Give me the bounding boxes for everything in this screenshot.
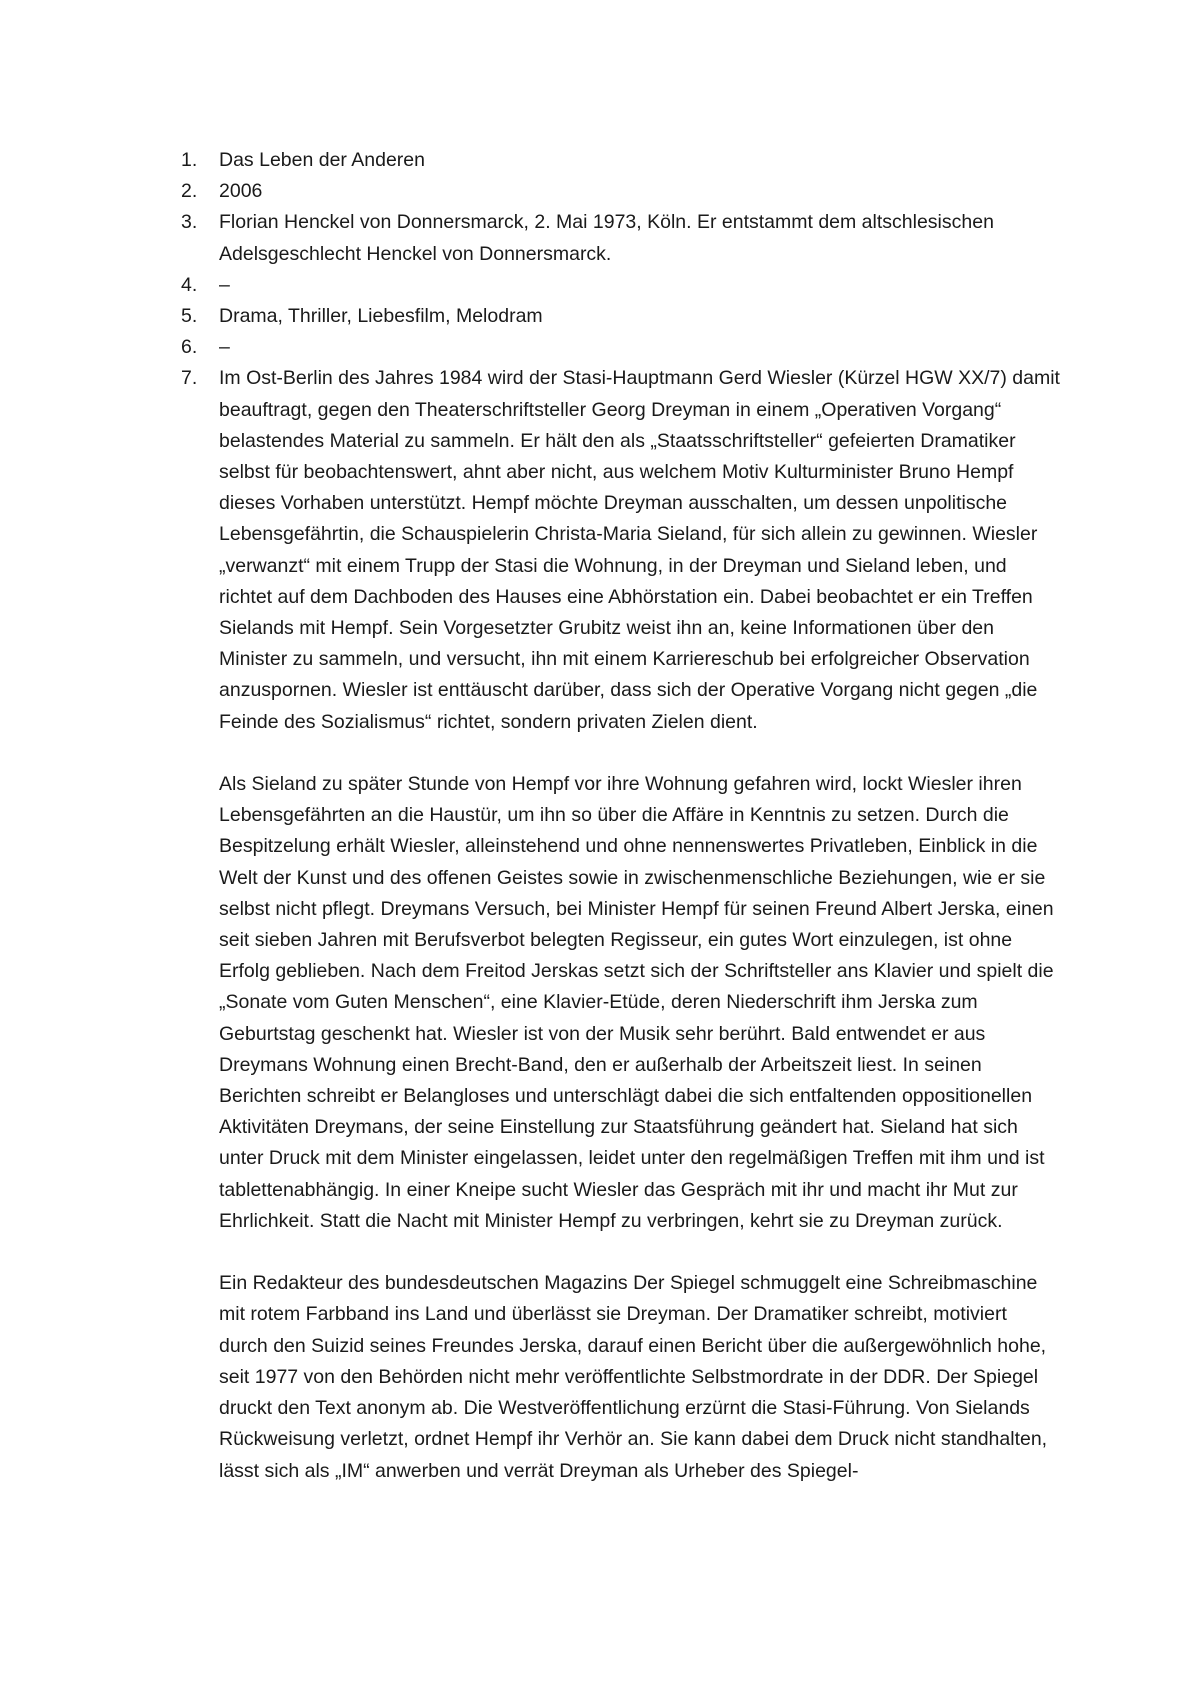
list-item-title: [181, 145, 1061, 176]
list-number: 1.: [181, 149, 198, 171]
list-item-text: 2006: [219, 180, 263, 203]
list-item-6: [181, 332, 1061, 363]
plot-paragraph: Im Ost-Berlin des Jahres 1984 wird der Stasi-Hauptmann Gerd Wiesler (Kürzel HGW XX/7) damit beauftragt, gegen den Theaterschriftsteller Georg Dreyman in einem „Operativen Vorgang“ belastendes Material zu sammeln. Er hält den als „Staatsschriftsteller“ gefeierten Dramatiker selbst für beobachtenswert, ahnt aber nicht, aus welchem Motiv Kulturminister Bruno Hempf dieses Vorhaben unterstützt. Hempf möchte Dreyman ausschalten, um dessen unpolitische Lebensgefährtin, die Schauspielerin Christa-Maria Sieland, für sich allein zu gewinnen. Wiesler „verwanzt“ mit einem Trupp der Stasi die Wohnung, in der Dreyman und Sieland leben, und richtet auf dem Dachboden des Hauses eine Abhörstation ein. Dabei beobachtet er ein Treffen Sielands mit Hempf. Sein Vorgesetzter Grubitz weist ihn an, keine Informationen über den Minister zu sammeln, und versucht, ihn mit einem Karriereschub bei erfolgreicher Observation anzuspornen. Wiesler ist enttäuscht darüber, dass sich der Operative Vorgang nicht gegen „die Feinde des Sozialismus“ richtet, sondern privaten Zielen dient.: [219, 367, 1060, 733]
list-item-4: [181, 270, 1061, 301]
list-number: 2.: [181, 180, 198, 203]
list-item-text: Drama, Thriller, Liebesfilm, Melodram: [219, 305, 543, 328]
list-item-text: –: [219, 273, 230, 296]
list-number: 3.: [181, 211, 198, 234]
list-item-plot: [181, 363, 1061, 1486]
plot-summary: [219, 363, 1061, 1486]
list-number: 6.: [181, 336, 198, 359]
list-item-text: Florian Henckel von Donnersmarck, 2. Mai 1973, Köln. Er entstammt dem altschlesischen Adelsgeschlecht Henckel von Donnersmarck.: [219, 211, 994, 265]
list-item-text: –: [219, 336, 230, 359]
list-item-text: Das Leben der Anderen: [219, 149, 425, 171]
plot-paragraph: Als Sieland zu später Stunde von Hempf vor ihre Wohnung gefahren wird, lockt Wiesler ihren Lebensgefährten an die Haustür, um ihn so über die Affäre in Kenntnis zu setzen. Durch die Bespitzelung erhält Wiesler, alleinstehend und ohne nennenswertes Privatleben, Einblick in die Welt der Kunst und des offenen Geistes sowie in zwischenmenschliche Beziehungen, wie er sie selbst nicht pflegt. Dreymans Versuch, bei Minister Hempf für seinen Freund Albert Jerska, einen seit sieben Jahren mit Berufsverbot belegten Regisseur, ein gutes Wort einzulegen, ist ohne Erfolg geblieben. Nach dem Freitod Jerskas setzt sich der Schriftsteller ans Klavier und spielt die „Sonate vom Guten Menschen“, eine Klavier-Etüde, deren Niederschrift ihm Jerska zum Geburtstag geschenkt hat. Wiesler ist von der Musik sehr berührt. Bald entwendet er aus Dreymans Wohnung einen Brecht-Band, den er außerhalb der Arbeitszeit liest. In seinen Berichten schreibt er Belangloses und unterschlägt dabei die sich entfaltenden oppositionellen Aktivitäten Dreymans, der seine Einstellung zur Staatsführung geändert hat. Sieland hat sich unter Druck mit dem Minister eingelassen, leidet unter den regelmäßigen Treffen mit ihm und ist tablettenabhängig. In einer Kneipe sucht Wiesler das Gespräch mit ihr und macht ihr Mut zur Ehrlichkeit. Statt die Nacht mit Minister Hempf zu verbringen, kehrt sie zu Dreyman zurück.: [219, 773, 1054, 1232]
list-item-director: [181, 207, 1061, 269]
list-item-year: [181, 176, 1061, 207]
plot-paragraph: Ein Redakteur des bundesdeutschen Magazins Der Spiegel schmuggelt eine Schreibmaschine mit rotem Farbband ins Land und überlässt sie Dreyman. Der Dramatiker schreibt, motiviert durch den Suizid seines Freundes Jerska, darauf einen Bericht über die außergewöhnlich hohe, seit 1977 von den Behörden nicht mehr veröffentlichte Selbstmordrate in der DDR. Der Spiegel druckt den Text anonym ab. Die Westveröffentlichung erzürnt die Stasi-Führung. Von Sielands Rückweisung verletzt, ordnet Hempf ihr Verhör an. Sie kann dabei dem Druck nicht standhalten, lässt sich als „IM“ anwerben und verrät Dreyman als Urheber des Spiegel-: [219, 1272, 1048, 1482]
list-number: 5.: [181, 305, 198, 328]
list-number: 7.: [181, 367, 198, 390]
numbered-list: [181, 145, 1061, 1487]
list-item-genre: [181, 301, 1061, 332]
list-number: 4.: [181, 273, 198, 296]
